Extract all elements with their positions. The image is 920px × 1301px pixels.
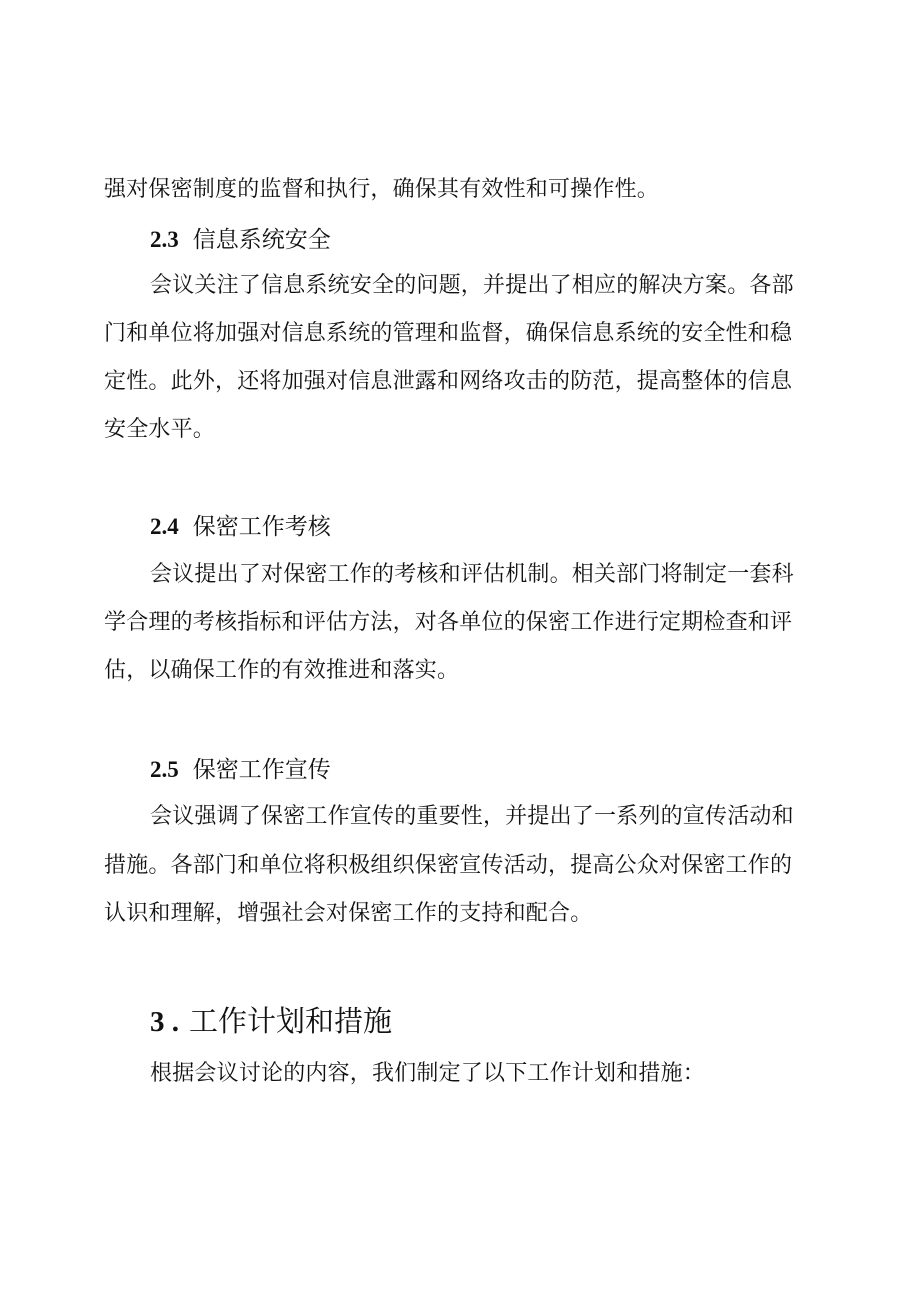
section-heading-2-3	[150, 226, 331, 254]
chapter-title: 工作计划和措施	[189, 1004, 393, 1038]
chapter-number: 3 .	[150, 1006, 179, 1038]
paragraph-line: 学合理的考核指标和评估方法，对各单位的保密工作进行定期检查和评	[104, 610, 793, 635]
paragraph-line: 估，以确保工作的有效推进和落实。	[104, 658, 460, 683]
section-heading-2-4	[150, 513, 331, 541]
paragraph-line: 措施。各部门和单位将积极组织保密宣传活动，提高公众对保密工作的	[104, 853, 793, 878]
paragraph-line: 会议提出了对保密工作的考核和评估机制。相关部门将制定一套科	[150, 562, 794, 587]
section-title: 保密工作考核	[192, 514, 331, 540]
chapter-heading-3	[150, 1004, 392, 1039]
paragraph-line: 认识和理解，增强社会对保密工作的支持和配合。	[104, 901, 593, 926]
paragraph-line: 会议关注了信息系统安全的问题，并提出了相应的解决方案。各部	[150, 273, 794, 298]
section-title: 信息系统安全	[192, 227, 331, 253]
section-title: 保密工作宣传	[192, 757, 331, 783]
paragraph-line: 门和单位将加强对信息系统的管理和监督，确保信息系统的安全性和稳	[104, 321, 793, 346]
paragraph-line: 根据会议讨论的内容，我们制定了以下工作计划和措施：	[150, 1061, 706, 1086]
paragraph-line: 安全水平。	[104, 417, 216, 442]
section-number: 2.3	[150, 227, 179, 252]
paragraph-continuation-line: 强对保密制度的监督和执行，确保其有效性和可操作性。	[104, 177, 660, 202]
section-number: 2.5	[150, 757, 179, 782]
paragraph-line: 定性。此外，还将加强对信息泄露和网络攻击的防范，提高整体的信息	[104, 369, 793, 394]
paragraph-line: 会议强调了保密工作宣传的重要性，并提出了一系列的宣传活动和	[150, 804, 794, 829]
section-heading-2-5	[150, 756, 331, 784]
section-number: 2.4	[150, 514, 179, 539]
